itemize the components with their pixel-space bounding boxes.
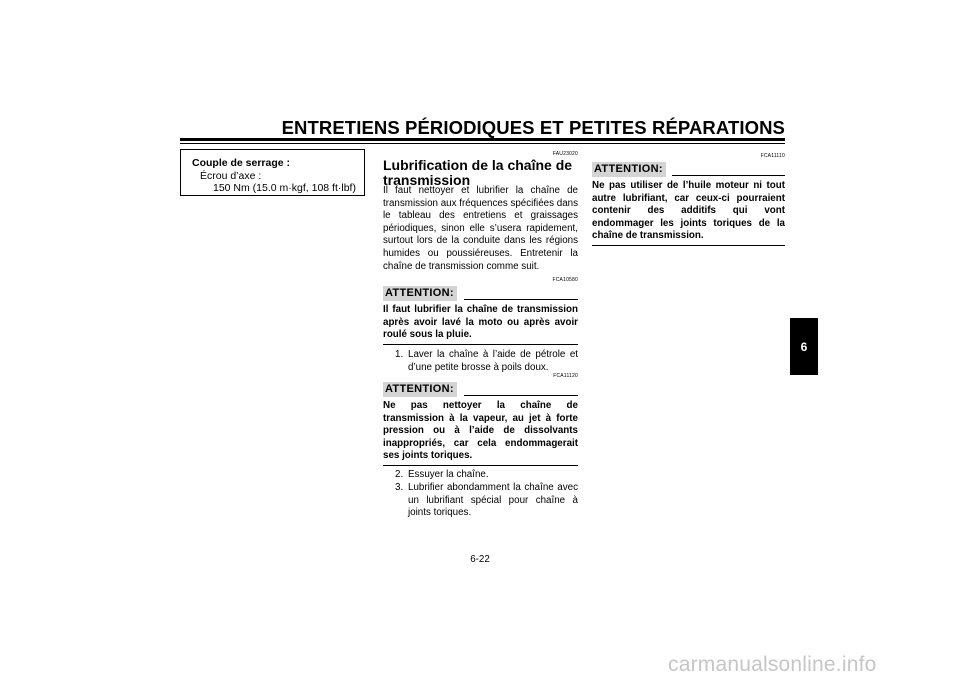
attention2-rule [464,395,578,396]
section-code: FAU23020 [552,151,578,157]
attention3-code: FCA11110 [760,153,785,159]
section-title: Lubrification de la chaîne de transmission [383,157,573,188]
attention2-code: FCA11120 [553,373,578,379]
attention1-text: Il faut lubrifier la chaîne de transmission après avoir lavé la moto ou après avoir roulé sous la pluie. [383,304,578,341]
step-3-text: Lubrifier abondamment la chaîne avec un lubrifiant spécial pour chaîne à joints toriques. [408,482,578,519]
step-1-text: Laver la chaîne à l’aide de pétrole et d’une petite brosse à poils doux. [408,349,578,373]
step-2-number: 2. [395,469,404,480]
attention1-bottom-rule [383,344,578,345]
attention2-text: Ne pas nettoyer la chaîne de transmission à la vapeur, au jet à forte pression ou à l’aide de dissolvants inappropriés, car cela endommagerait ses joints toriques. [383,400,578,462]
attention2-bottom-rule [383,465,578,466]
torque-item: Écrou d’axe : [200,169,262,182]
intro-paragraph: Il faut nettoyer et lubrifier la chaîne de transmission aux fréquences spécifiées dans le tableau des entretiens et graissages périodiques, sinon elle s’usera rapidement, surtout lors de la conduite dans les régions humides ou poussiéreuses. Entretenir la chaîne de transmission comme suit. [383,185,578,272]
watermark: carmanualsonline.info [668,653,877,676]
attention3-label: ATTENTION: [592,162,666,177]
torque-value: 150 Nm (15.0 m·kgf, 108 ft·lbf) [213,182,356,194]
header-rule-thick [180,138,785,141]
chapter-tab: 6 [790,318,818,375]
step-3-number: 3. [395,482,404,493]
step-1-number: 1. [395,349,404,360]
attention3-text: Ne pas utiliser de l’huile moteur ni tout autre lubrifiant, car ceux-ci pourraient contenir des additifs qui vont endommager les joints toriques de la chaîne de transmission. [592,180,785,242]
attention1-code: FCA10580 [552,277,578,283]
page-number: 6-22 [470,554,490,565]
attention3-bottom-rule [592,245,785,246]
torque-title: Couple de serrage : [192,157,291,169]
step-2-text: Essuyer la chaîne. [408,469,489,480]
header-title: ENTRETIENS PÉRIODIQUES ET PETITES RÉPARATIONS [281,117,785,138]
attention2-label: ATTENTION: [383,382,457,397]
attention1-rule [464,299,578,300]
torque-box [180,149,365,196]
header-rule-thin [180,143,785,144]
attention3-rule [672,175,785,176]
attention1-label: ATTENTION: [383,286,457,301]
